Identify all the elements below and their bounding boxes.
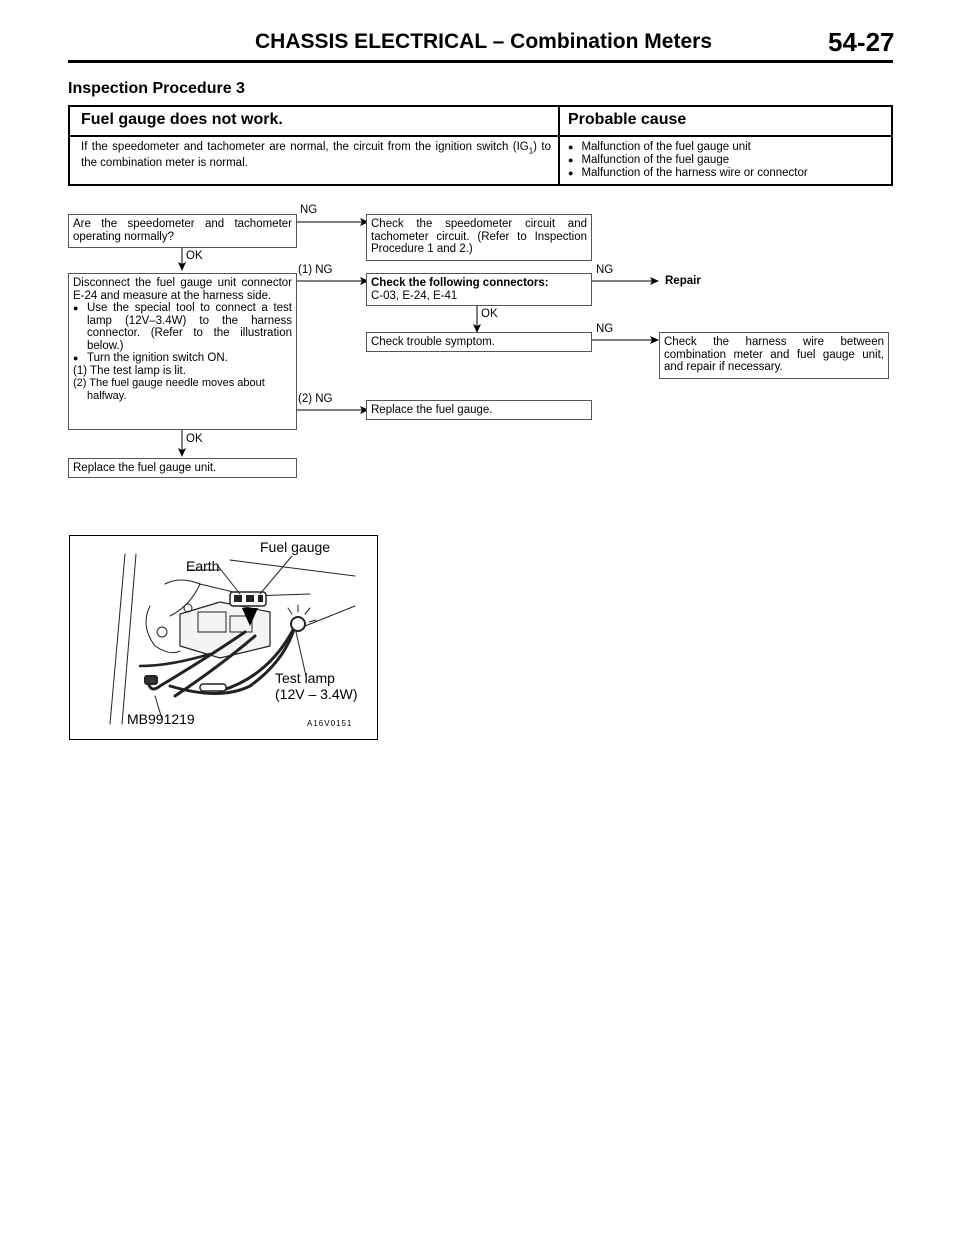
procedure-title: Inspection Procedure 3	[68, 80, 245, 97]
test-lamp-rating: (12V – 3.4W)	[275, 686, 358, 702]
connector-drawing	[70, 536, 377, 739]
ng-label: NG	[300, 204, 318, 216]
ok-label: OK	[186, 433, 203, 445]
ok-label: OK	[186, 250, 203, 262]
ng1-label: (1) NG	[298, 264, 333, 276]
probable-cause-header: Probable cause	[568, 111, 687, 128]
step-speedometer-check: Are the speedometer and tachometer operating normally?	[68, 214, 297, 248]
result-replace-fuel-gauge-unit: Replace the fuel gauge unit.	[68, 458, 297, 478]
instruction-bullet: ● Use the special tool to connect a test lamp (12V–3.4W) to the harness connector. (Refer to the illustration below.)	[73, 302, 292, 352]
tool-number: MB991219	[127, 711, 195, 727]
cause-item: ● Malfunction of the fuel gauge unit	[568, 141, 808, 154]
instruction-bullet: ● Turn the ignition switch ON.	[73, 352, 228, 364]
ng-label: NG	[596, 323, 614, 335]
symptom-description: If the speedometer and tachometer are normal, the circuit from the ignition switch $(IG_1)$ to the combination meter is normal.	[81, 141, 551, 170]
cause-item: ● Malfunction of the fuel gauge	[568, 154, 808, 167]
check-item: (2) The fuel gauge needle moves about halfway.	[73, 377, 265, 402]
figure-code: A16V0151	[307, 719, 353, 728]
page-number: 54-27	[828, 27, 895, 57]
step-check-trouble-symptom: Check trouble symptom.	[366, 332, 592, 352]
step-check-connectors: Check the following connectors: C-03, E-24, E-41	[366, 273, 592, 306]
cause-item: ● Malfunction of the harness wire or connector	[568, 167, 808, 180]
result-check-harness-wire: Check the harness wire between combination meter and fuel gauge unit, and repair if necessary.	[659, 332, 889, 379]
fuel-gauge-label: Fuel gauge	[260, 539, 331, 555]
result-replace-fuel-gauge: Replace the fuel gauge.	[366, 400, 592, 420]
symptom-header: Fuel gauge does not work.	[81, 111, 283, 128]
test-lamp-illustration	[69, 535, 378, 740]
section-title: CHASSIS ELECTRICAL – Combination Meters	[255, 30, 712, 53]
ng-label: NG	[596, 264, 614, 276]
test-lamp-label: Test lamp	[275, 670, 335, 686]
repair-result: Repair	[665, 275, 701, 287]
ng2-label: (2) NG	[298, 393, 333, 405]
result-check-speedometer-circuit: Check the speedometer circuit and tachometer circuit. (Refer to Inspection Procedure 1 and 2.)	[366, 214, 592, 261]
earth-label: Earth	[186, 558, 220, 574]
check-item: (1) The test lamp is lit.	[73, 364, 186, 377]
ok-label: OK	[481, 308, 498, 320]
step-test-lamp-measure: Disconnect the fuel gauge unit connector E-24 and measure at the harness side. ● Use the special tool to connect a test lamp (12V–3.4W) to the harness connector. (Refer to the illustration below.) ● Turn the ignition switch ON. (1) The test lamp is lit. (2) The fuel gauge needle moves about halfway.	[68, 273, 297, 430]
